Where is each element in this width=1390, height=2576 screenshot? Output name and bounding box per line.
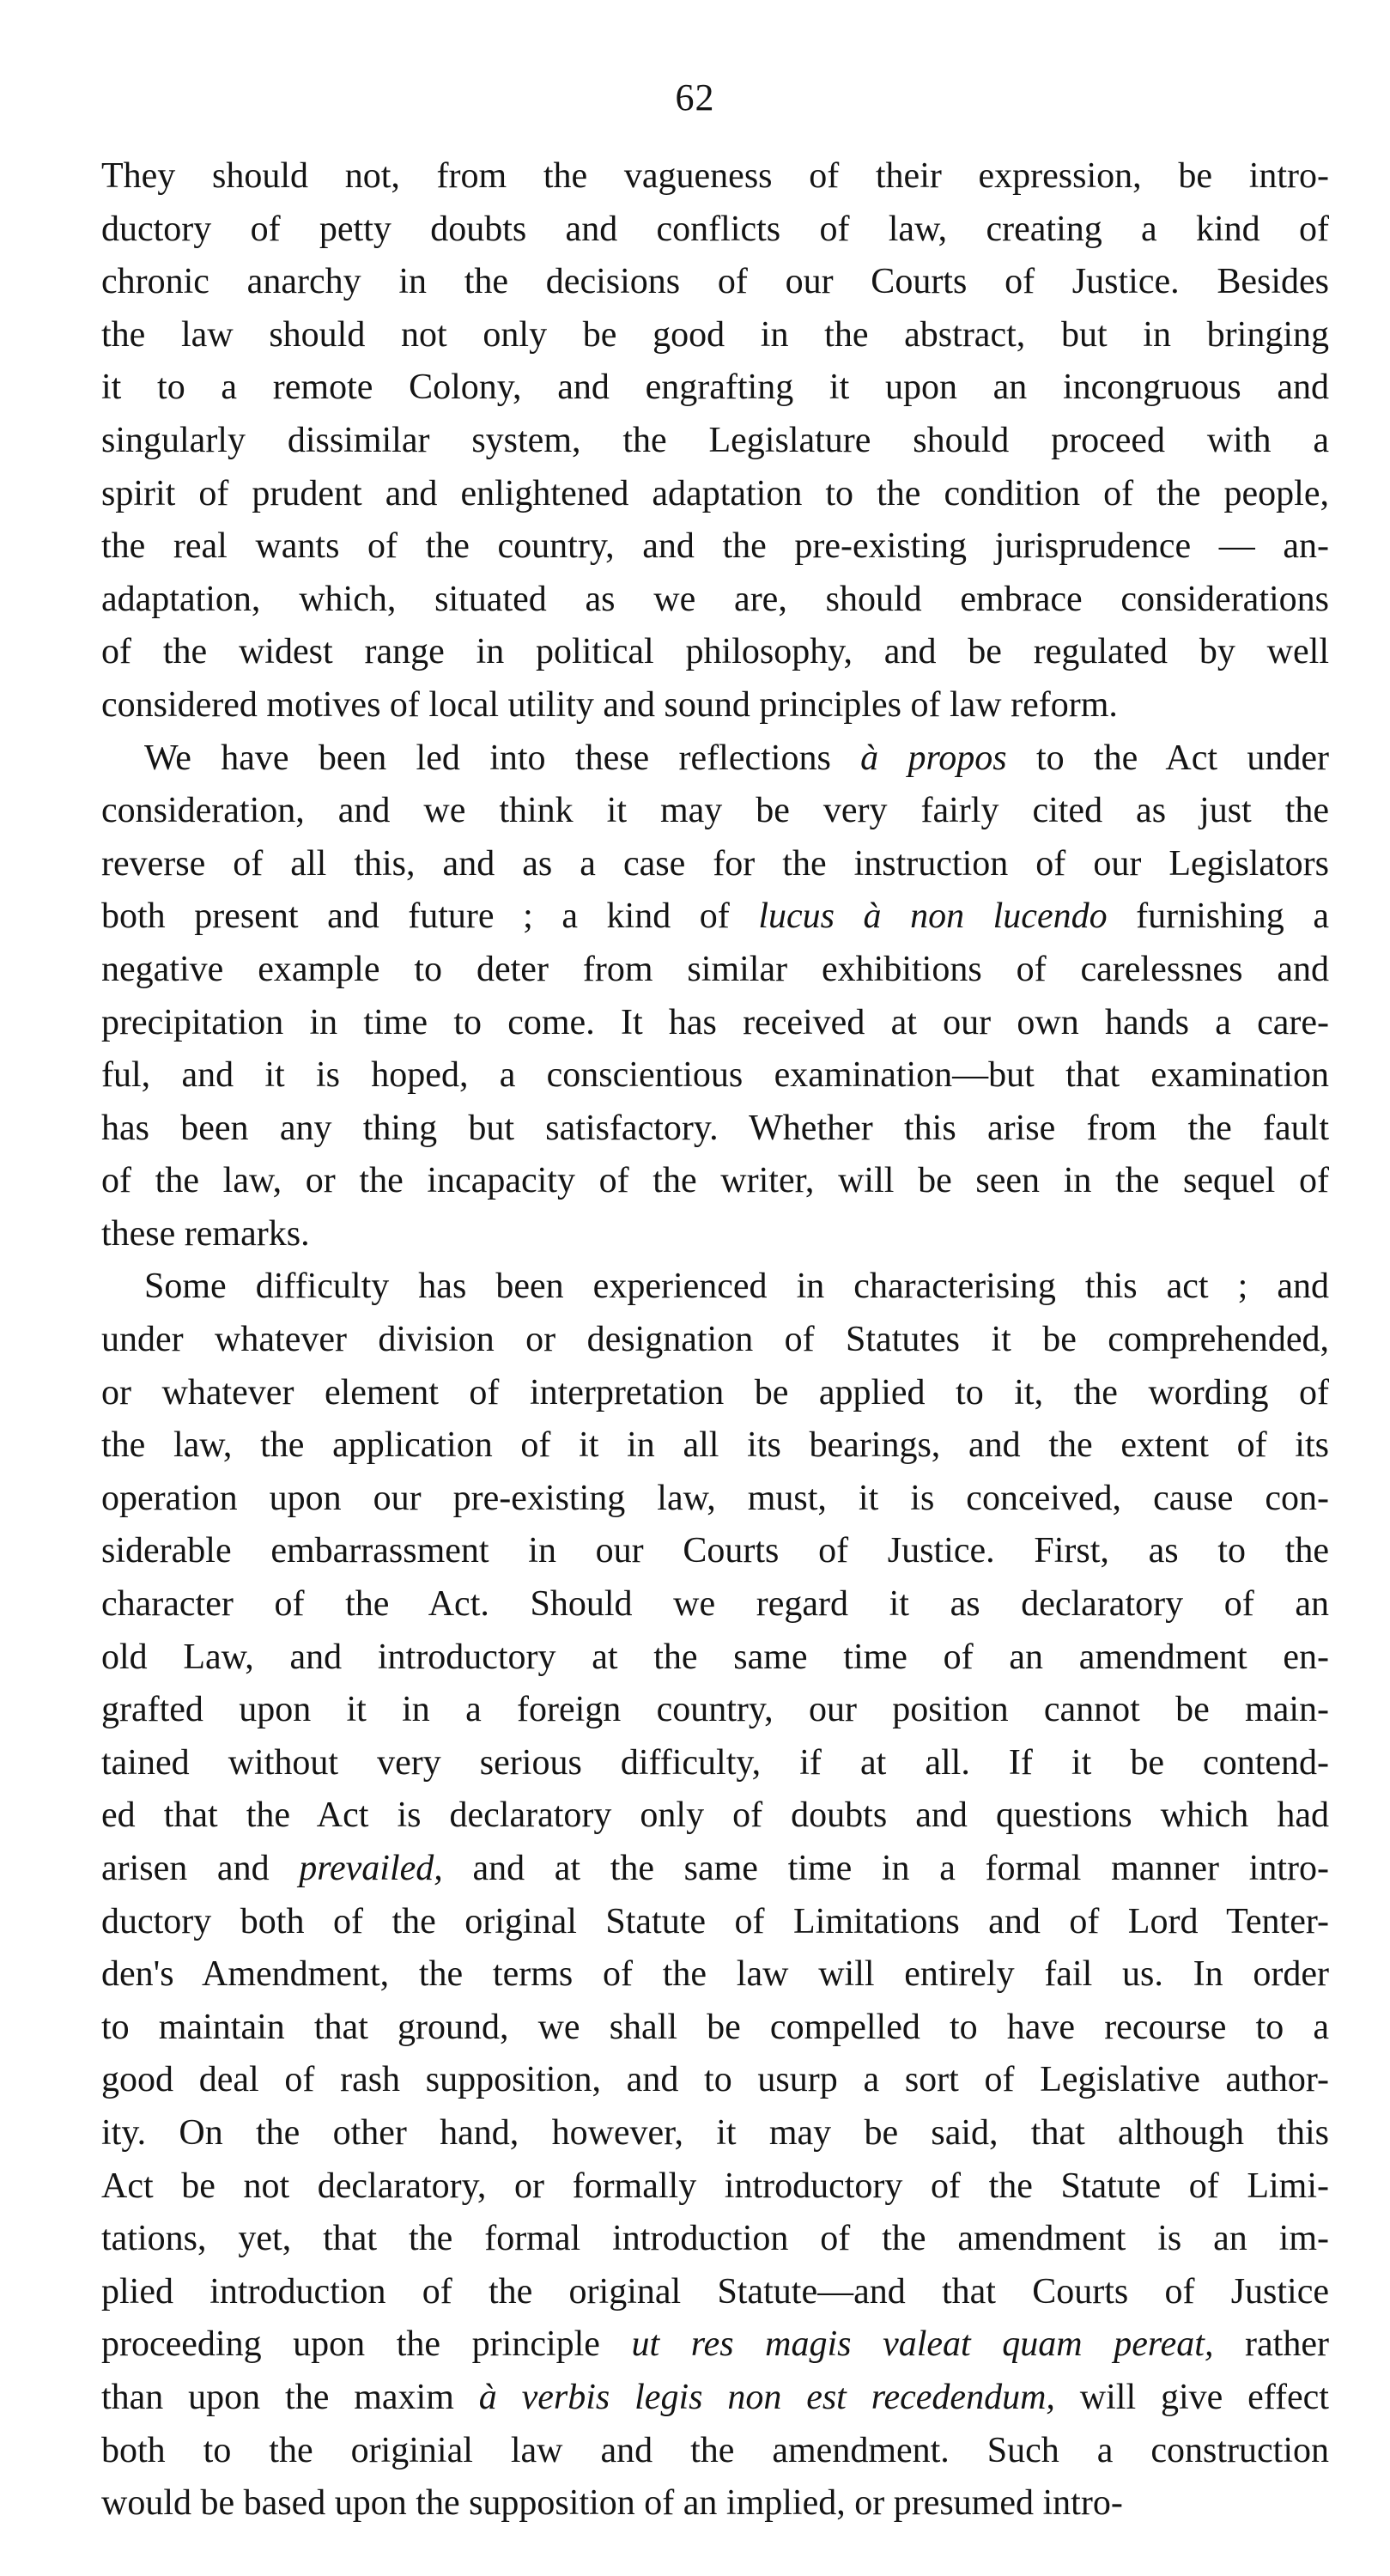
italic-phrase: ut res magis valeat quam pereat, [631,2324,1214,2365]
text-run: ed that the Act is declaratory only of doubts and questions which had [101,1795,1329,1836]
text-line [101,1684,1329,1737]
text-line [101,361,1329,415]
text-run: Act be not declaratory, or formally introductory of the Statute of Limi- [101,2166,1329,2206]
text-line [101,890,1329,944]
text-run: ductory both of the original Statute of Limitations and of Lord Tenter- [101,1901,1329,1941]
italic-phrase: à propos [860,738,1007,778]
text-line [101,626,1329,679]
text-run: proceeding upon the principle [101,2324,632,2365]
text-run: We have been led into these reflections [144,738,861,778]
text-run: consideration, and we think it may be very fairly cited as just the [101,791,1329,831]
text-line [101,2477,1329,2530]
text-run: spirit of prudent and enlightened adaptation to the condition of the people, [101,473,1329,513]
text-run: of the law, or the incapacity of the writer, will be seen in the sequel of [101,1161,1329,1201]
text-run: reverse of all this, and as a case for the instruction of our Legislators [101,843,1329,884]
text-run: rather [1213,2324,1329,2365]
text-line [101,2160,1329,2214]
text-run: ductory of petty doubts and conflicts of law, creating a kind of [101,209,1329,249]
text-run: the law, the application of it in all its bearings, and the extent of its [101,1425,1329,1466]
italic-phrase: à verbis legis non est recedendum, [478,2377,1055,2417]
text-run: or whatever element of interpretation be applied to it, the wording of [101,1372,1329,1413]
text-run: Some difficulty has been experienced in characterising this act ; and [144,1267,1329,1307]
text-run: to maintain that ground, we shall be compelled to have recourse to a [101,2007,1329,2047]
text-run: precipitation in time to come. It has received at our own hands a care- [101,1002,1329,1042]
text-line [101,2054,1329,2107]
text-line [101,1261,1329,1314]
text-line [101,1155,1329,1208]
text-line [101,574,1329,627]
italic-phrase: lucus à non lucendo [758,896,1108,937]
page-number: 62 [675,76,715,118]
text-run: adaptation, which, situated as we are, should embrace considerations [101,579,1329,619]
text-run: negative example to deter from similar exhibitions of carelessnes and [101,949,1329,989]
text-run: of the widest range in political philosophy, and be regulated by well [101,632,1329,672]
text-run: plied introduction of the original Statute—and that Courts of Justice [101,2271,1329,2312]
text-line [101,520,1329,574]
text-line [101,2107,1329,2160]
text-run: will give effect [1054,2377,1329,2417]
text-run: good deal of rash supposition, and to usurp a sort of Legislative author- [101,2060,1329,2100]
text-line [101,732,1329,786]
text-run: singularly dissimilar system, the Legislature should proceed with a [101,420,1329,460]
text-line [101,785,1329,838]
text-run: under whatever division or designation of Statutes it be comprehended, [101,1320,1329,1360]
text-line [101,1948,1329,2002]
text-run: the law should not only be good in the abstract, but in bringing [101,314,1329,355]
text-run: operation upon our pre-existing law, must, it is conceived, cause con- [101,1478,1329,1518]
text-run: They should not, from the vagueness of their expression, be intro- [101,156,1329,196]
text-line [101,204,1329,257]
paragraph [101,732,1329,1261]
text-line [101,1789,1329,1843]
text-line [101,1578,1329,1631]
paragraph [101,1261,1329,2530]
text-run: siderable embarrassment in our Courts of Justice. First, as to the [101,1531,1329,1571]
text-run: ity. On the other hand, however, it may be said, that although this [101,2112,1329,2153]
text-run: these remarks. [101,1213,310,1254]
text-line [101,309,1329,362]
text-run: has been any thing but satisfactory. Whether this arise from the fault [101,1108,1329,1148]
text-line [101,838,1329,891]
italic-phrase: prevailed, [299,1849,443,1888]
text-run: den's Amendment, the terms of the law will entirely fail us. In order [101,1954,1329,1995]
text-run: considered motives of local utility and sound principles of law reform. [101,684,1118,725]
text-line [101,2318,1329,2372]
text-line [101,944,1329,997]
text-line [101,1896,1329,1949]
text-run: to the Act under [1006,738,1329,778]
text-line [101,1208,1329,1261]
text-run: and at the same time in a formal manner intro- [442,1849,1329,1888]
body-text [101,150,1329,2530]
text-run: ful, and it is hoped, a conscientious examination—but that examination [101,1055,1329,1096]
text-line [101,1737,1329,1790]
text-line [101,1473,1329,1526]
text-line [101,2213,1329,2266]
text-run: arisen and [101,1849,300,1888]
text-line [101,679,1329,732]
text-line [101,2266,1329,2319]
text-line [101,415,1329,468]
text-line [101,2425,1329,2478]
text-run: old Law, and introductory at the same time of an amendment en- [101,1637,1329,1677]
text-run: than upon the maxim [101,2377,479,2417]
text-run: the real wants of the country, and the pre-existing jurisprudence — an- [101,526,1329,567]
text-line [101,2002,1329,2055]
text-run: tations, yet, that the formal introduction of the amendment is an im- [101,2219,1329,2259]
text-line [101,2372,1329,2425]
text-run: tained without very serious difficulty, if at all. If it be contend- [101,1742,1329,1783]
text-line [101,1049,1329,1103]
text-line [101,997,1329,1050]
text-run: character of the Act. Should we regard it as declaratory of an [101,1584,1329,1625]
text-line [101,1631,1329,1685]
paragraph [101,150,1329,732]
text-line [101,256,1329,309]
text-line [101,1419,1329,1473]
text-line [101,1843,1329,1896]
text-run: both to the originial law and the amendment. Such a construction [101,2430,1329,2470]
text-line [101,1103,1329,1156]
text-line [101,468,1329,521]
text-run: grafted upon it in a foreign country, our position cannot be main- [101,1690,1329,1730]
text-line [101,1314,1329,1367]
text-line [101,1367,1329,1420]
text-run: chronic anarchy in the decisions of our Courts of Justice. Besides [101,262,1329,302]
text-run: both present and future ; a kind of [101,896,759,937]
text-run: would be based upon the supposition of an implied, or presumed intro- [101,2483,1123,2524]
text-line [101,1525,1329,1578]
text-run: furnishing a [1107,896,1329,937]
text-run: it to a remote Colony, and engrafting it upon an incongruous and [101,368,1329,408]
text-line [101,150,1329,204]
